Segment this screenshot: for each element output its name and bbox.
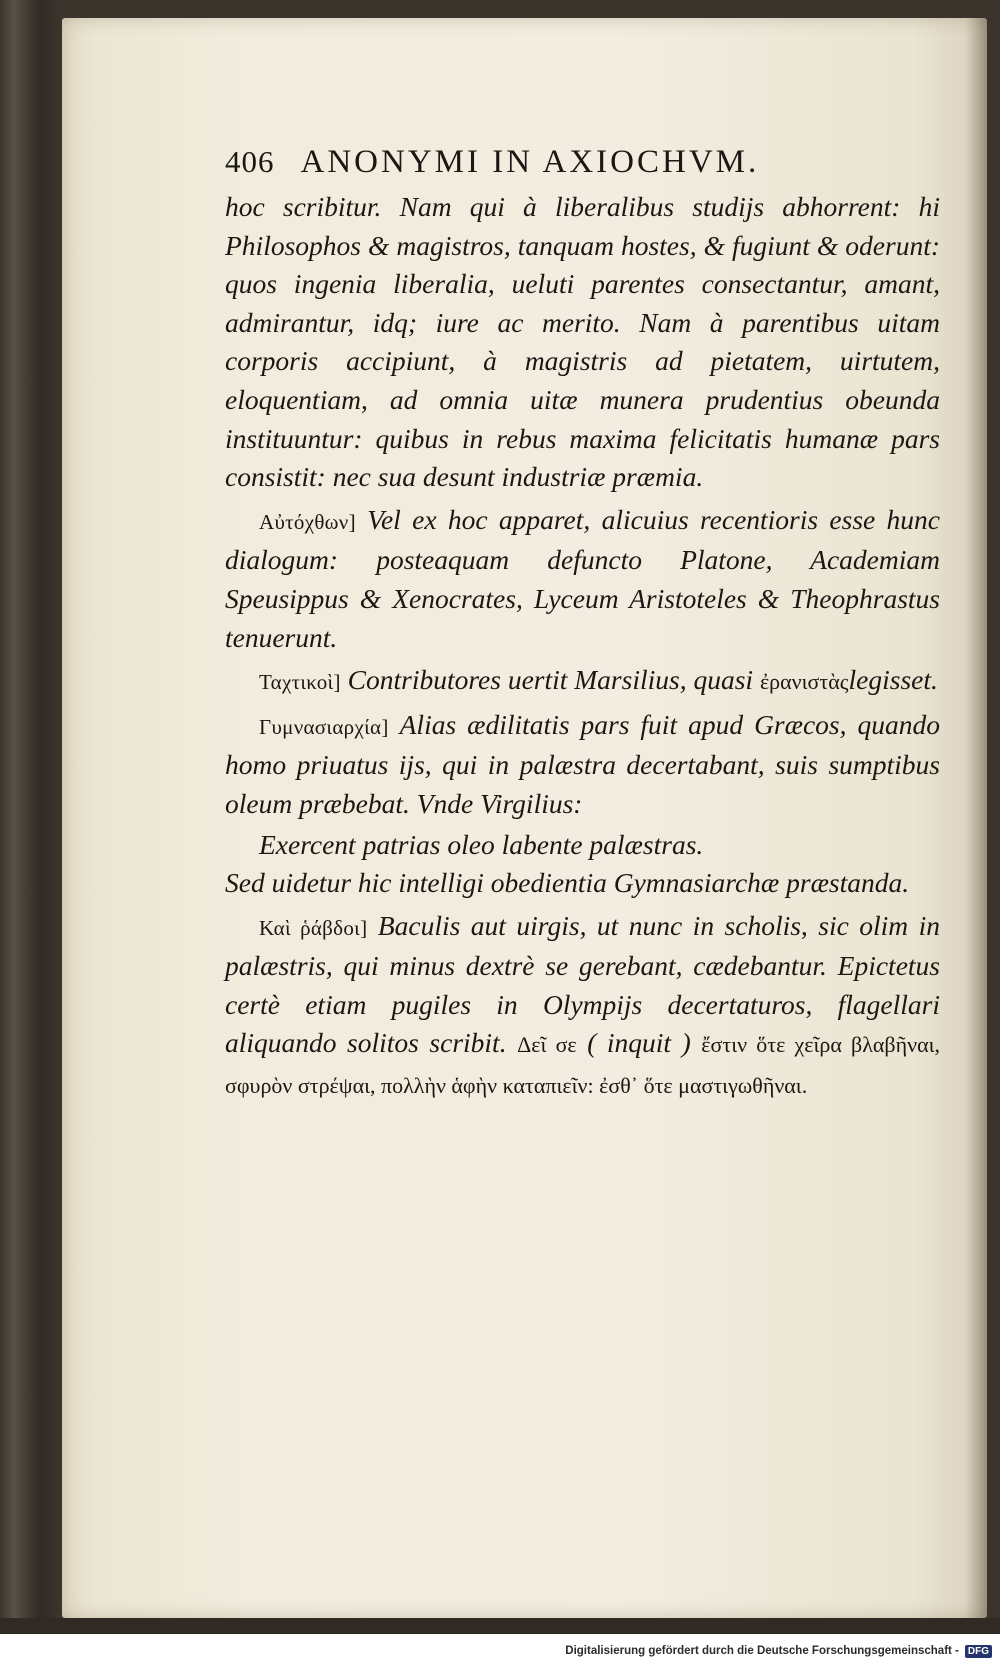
commentary-text: Contributores uertit Marsilius, quasi [347, 664, 754, 696]
greek-quotation: ἔστιν ὅτε χεῖρα βλαβῆναι, σφυρὸν στρέψαι, πολλὴν ἁφὴν καταπιεῖν: ἐσθ᾽ ὅτε μαστιγωθῆναι. [225, 1032, 941, 1099]
lemma-greek: Γυμνασιαρχία] [259, 714, 389, 739]
page-edge-shadow [965, 18, 987, 1618]
paragraph-1: hoc scribitur. Nam qui à liberalibus studijs abhorrent: hi Philosophos & magistros, tanquam hostes, & fugiunt & oderunt: quos ingenia liberalia, ueluti parentes consectantur, amant, admirantur, idq; iure ac merito. Nam à parentibus uitam corporis accipiunt, à magistris ad pietatem, uirtutem, eloquentiam, ad omnia uitæ munera prudentius obeunda instituuntur: quibus in rebus maxima felicitatis humanæ pars consistit: nec sua desunt industriæ præmia. [225, 191, 940, 493]
paragraph-5: Sed uidetur hic intelligi obedientia Gymnasiarchæ præstanda. [225, 867, 910, 899]
running-title: ANONYMI IN AXIOCHVM. [300, 144, 760, 180]
lemma-greek: Αὐτόχθων] [259, 509, 356, 534]
greek-phrase: Δεῖ σε [517, 1032, 577, 1058]
funding-credit: Digitalisierung gefördert durch die Deutsche Forschungsgemeinschaft - [565, 1645, 959, 1657]
running-header [225, 140, 940, 184]
lemma-greek: Ταχτικοὶ] [259, 670, 341, 695]
paragraph-autochthon [225, 501, 940, 657]
verse-quotation: Exercent patrias oleo labente palæstras. [259, 828, 704, 860]
commentary-text: Baculis aut uirgis, ut nunc in scholis, sic olim in palæstris, qui minus dextrè se gerebant, cædebantur. Epictetus certè etiam pugiles in Olympijs decertaturos, flagellari aliquando solitos scribit. [225, 909, 941, 1059]
dfg-logo: DFG [965, 1645, 992, 1658]
scan-bottom-edge [0, 1618, 1000, 1634]
greek-word: ἐρανιστὰς [759, 669, 849, 695]
commentary-text: Alias ædilitatis pars fuit apud Græcos, quando homo priuatus ijs, qui in palæstra decertabant, suis sumptibus oleum præbebat. Vnde Virgilius: [225, 708, 941, 819]
page-number: 406 [225, 144, 275, 179]
lemma-greek: Καὶ ῥάβδοι] [259, 915, 368, 940]
paragraph-gymnasiarchia [225, 706, 940, 824]
commentary-text-tail: legisset. [848, 664, 938, 696]
paragraph-rhabdoi [225, 907, 940, 1106]
commentary-text: Vel ex hoc apparet, alicuius recentioris esse hunc dialogum: posteaquam defuncto Platone, Academiam Speusippus & Xenocrates, Lyceum Aristoteles & Theophrastus tenuerunt. [225, 503, 940, 653]
paragraph-taktikoi [225, 661, 940, 702]
digitization-footer [0, 1636, 1000, 1666]
inquit-text: ( inquit ) [587, 1027, 691, 1059]
page-text [225, 140, 940, 1106]
